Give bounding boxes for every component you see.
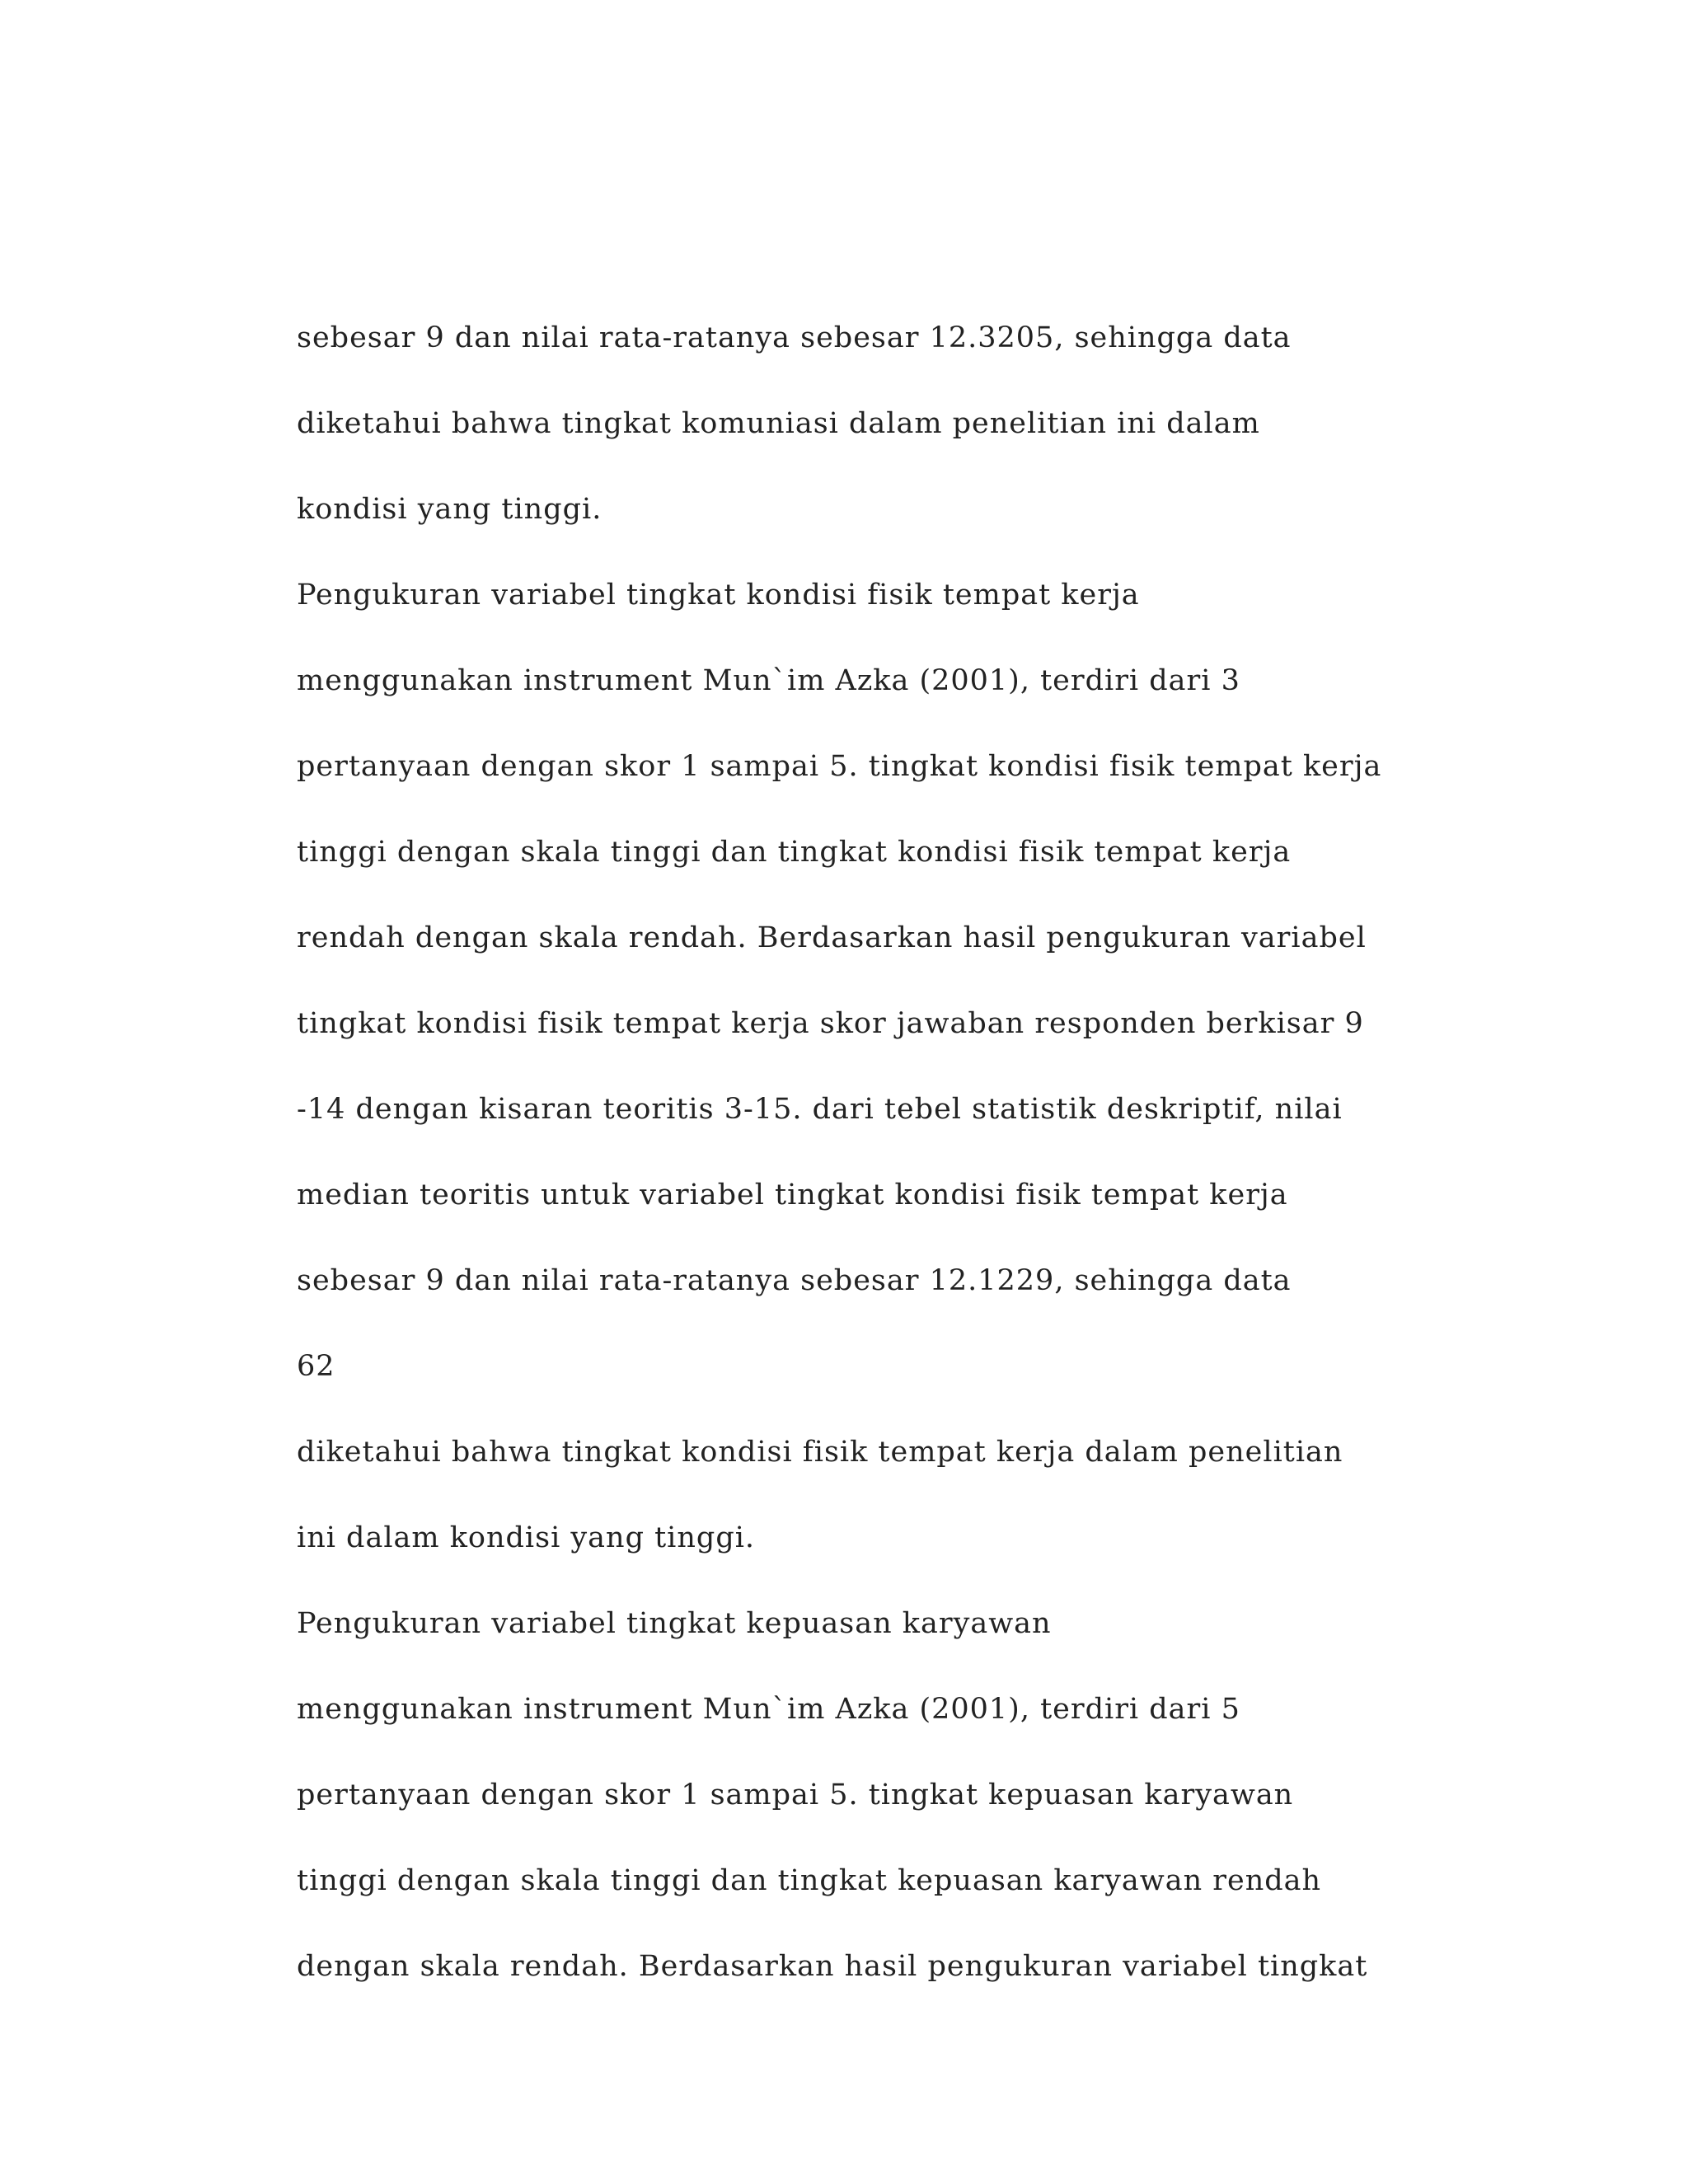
text-line: tinggi dengan skala tinggi dan tingkat kondisi fisik tempat kerja	[297, 836, 1292, 869]
text-line: median teoritis untuk variabel tingkat kondisi fisik tempat kerja	[297, 1179, 1288, 1212]
text-line: sebesar 9 dan nilai rata-ratanya sebesar 12.1229, sehingga data	[297, 1264, 1292, 1297]
text-line: tingkat kondisi fisik tempat kerja skor jawaban responden berkisar 9	[297, 1007, 1364, 1040]
text-line: rendah dengan skala rendah. Berdasarkan hasil pengukuran variabel	[297, 921, 1367, 954]
text-line: menggunakan instrument Mun`im Azka (2001), terdiri dari 5	[297, 1693, 1240, 1726]
text-line: menggunakan instrument Mun`im Azka (2001), terdiri dari 3	[297, 664, 1240, 697]
text-line: Pengukuran variabel tingkat kondisi fisik tempat kerja	[297, 579, 1140, 612]
text-line: ini dalam kondisi yang tinggi.	[297, 1521, 756, 1554]
text-line: diketahui bahwa tingkat komuniasi dalam penelitian ini dalam	[297, 407, 1260, 440]
page-number: 62	[297, 1350, 335, 1383]
text-line: Pengukuran variabel tingkat kepuasan karyawan	[297, 1607, 1052, 1640]
text-line: tinggi dengan skala tinggi dan tingkat kepuasan karyawan rendah	[297, 1864, 1322, 1897]
text-line: -14 dengan kisaran teoritis 3-15. dari tebel statistik deskriptif, nilai	[297, 1093, 1343, 1126]
text-line: sebesar 9 dan nilai rata-ratanya sebesar 12.3205, sehingga data	[297, 321, 1292, 354]
text-line: dengan skala rendah. Berdasarkan hasil pengukuran variabel tingkat	[297, 1950, 1368, 1983]
text-line: pertanyaan dengan skor 1 sampai 5. tingkat kondisi fisik tempat kerja	[297, 750, 1382, 783]
text-line: pertanyaan dengan skor 1 sampai 5. tingkat kepuasan karyawan	[297, 1779, 1294, 1811]
text-line: kondisi yang tinggi.	[297, 493, 603, 526]
document-body	[297, 295, 1648, 2009]
text-line: diketahui bahwa tingkat kondisi fisik tempat kerja dalam penelitian	[297, 1436, 1343, 1469]
